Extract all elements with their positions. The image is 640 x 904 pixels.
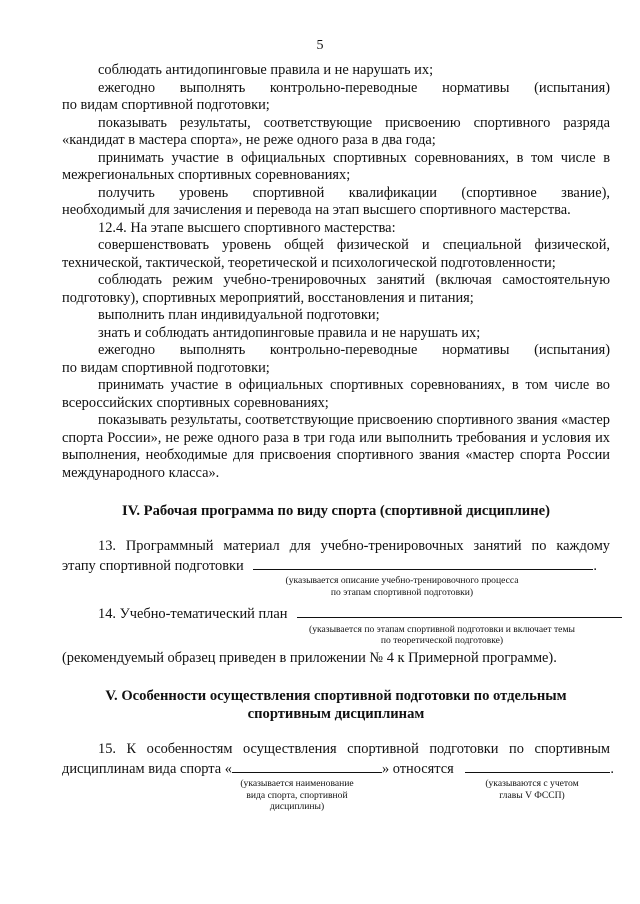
clause-15-note-right: (указываются с учетом главы V ФССП) — [485, 778, 579, 801]
clause-13-note: (указывается описание учебно-тренировочного процесса по этапам спортивной подготовки) — [285, 575, 519, 598]
list-item-continuation: по видам спортивной подготовки; — [62, 359, 270, 376]
clause-14-after: (рекомендуемый образец приведен в приложении № 4 к Примерной программе). — [62, 649, 557, 666]
list-item-continuation: по видам спортивной подготовки; — [62, 97, 270, 113]
blank-line — [465, 759, 610, 773]
clause-15-note-left: (указывается наименование вида спорта, спортивной дисциплины) — [240, 778, 354, 812]
blank-line — [232, 759, 382, 773]
section-5-heading-line1: V. Особенности осуществления спортивной подготовки по отдельным — [105, 688, 567, 704]
list-item: показывать результаты, соответствующие присвоению спортивного звания «мастер спорта России», не реже одного раза в три года или выполнить требования и условия их выполнения, необходимые для присвоения спортивного звания «мастер спорта России международного класса». — [62, 412, 610, 481]
list-item: соблюдать режим учебно-тренировочных занятий (включая самостоятельную подготовку), спортивных мероприятий, восстановления и питания; — [62, 272, 610, 306]
clause-15-text-a: дисциплинам вида спорта « — [62, 760, 232, 777]
clause-14-line — [62, 604, 610, 624]
section-5-heading-line2: спортивным дисциплинам — [247, 706, 425, 722]
list-item: знать и соблюдать антидопинговые правила и не нарушать их; — [98, 324, 481, 341]
clause-14-note: (указывается по этапам спортивной подготовки и включает темы по теоретической подготовке) — [309, 623, 575, 646]
list-item: соблюдать антидопинговые правила и не нарушать их; — [98, 62, 434, 78]
list-item: получить уровень спортивной квалификации (спортивное звание), — [98, 184, 610, 201]
page-number: 5 — [316, 38, 324, 53]
section-4-heading: IV. Рабочая программа по виду спорта (спортивной дисциплине) — [122, 503, 550, 519]
list-item: принимать участие в официальных спортивных соревнованиях, в том числе в межрегиональных спортивных соревнованиях; — [62, 149, 610, 183]
list-item: ежегодно выполнять контрольно-переводные нормативы (испытания) — [98, 342, 610, 358]
clause-13-text: этапу спортивной подготовки — [62, 557, 244, 574]
clause-15-line: дисциплинам вида спорта « » относятся . — [62, 760, 614, 777]
clause-12-4: 12.4. На этапе высшего спортивного мастерства: — [98, 219, 396, 236]
clause-14-text: 14. Учебно-тематический план — [98, 606, 288, 622]
clause-15: 15. К особенностям осуществления спортивной подготовки по спортивным — [98, 741, 610, 757]
list-item: выполнить план индивидуальной подготовки; — [98, 307, 380, 323]
clause-15-notes — [62, 778, 610, 824]
document-body — [62, 62, 614, 824]
clause-13: 13. Программный материал для учебно-тренировочных занятий по каждому — [98, 538, 610, 554]
list-item: принимать участие в официальных спортивных соревнованиях, в том числе во всероссийских спортивных соревнованиях; — [62, 377, 610, 411]
list-item: ежегодно выполнять контрольно-переводные нормативы (испытания) — [98, 79, 610, 96]
blank-line — [297, 604, 622, 618]
list-item: показывать результаты, соответствующие присвоению спортивного разряда «кандидат в мастера спорта», не реже одного раза в два года; — [62, 114, 610, 148]
clause-15-text-b: » относятся — [381, 760, 454, 777]
list-item: совершенствовать уровень общей физической и специальной физической, технической, тактической, теоретической и психологической подготовленности; — [62, 237, 610, 271]
blank-line — [253, 556, 593, 570]
list-item-continuation: необходимый для зачисления и перевода на этап высшего спортивного мастерства. — [62, 202, 571, 218]
clause-13-line: этапу спортивной подготовки . — [62, 557, 597, 574]
